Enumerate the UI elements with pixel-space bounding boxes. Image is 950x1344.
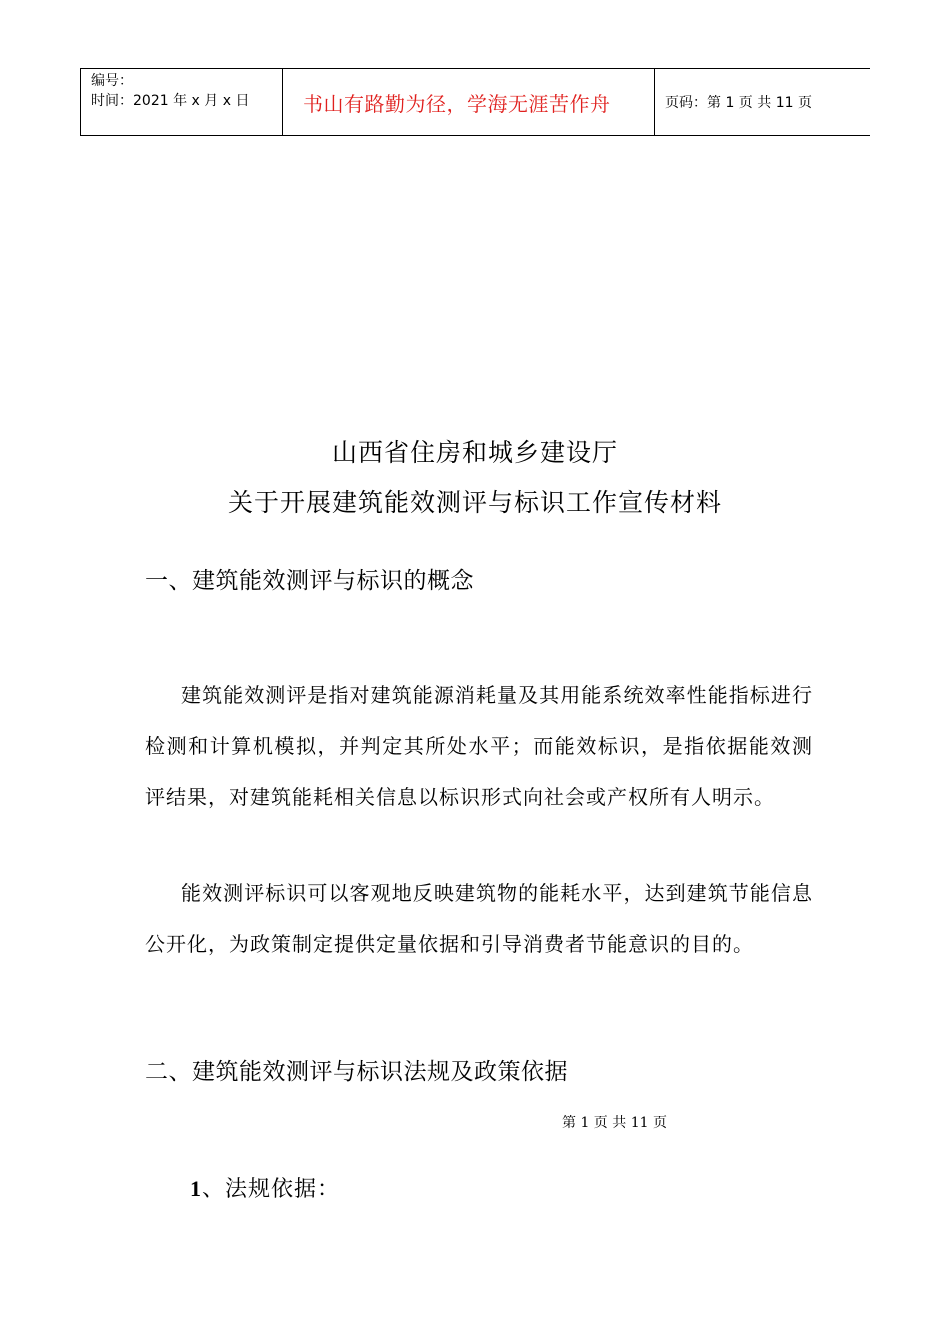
serial-number-label: 编号：	[91, 73, 133, 89]
body-paragraph-1: 建筑能效测评是指对建筑能源消耗量及其用能系统效率性能指标进行检测和计算机模拟，并判定其所处水平；而能效标识，是指依据能效测评结果，对建筑能耗相关信息以标识形式向社会或产权所有人明示。	[145, 683, 813, 809]
subsection-number: 1	[190, 1176, 202, 1201]
header-meta-cell	[81, 69, 283, 135]
footer-page-number: 第 1 页 共 11 页	[562, 1115, 667, 1131]
section-heading-2: 二、建筑能效测评与标识法规及政策依据	[145, 1059, 568, 1085]
motto-text: 书山有路勤为径，学海无涯苦作舟	[303, 91, 611, 116]
document-header-table	[80, 68, 870, 136]
subsection-label: 、法规依据：	[202, 1177, 341, 1202]
document-title-line-2: 关于开展建筑能效测评与标识工作宣传材料	[227, 488, 722, 517]
document-title-line-1: 山西省住房和城乡建设厅	[331, 438, 618, 467]
section-heading-1: 一、建筑能效测评与标识的概念	[145, 568, 474, 594]
body-paragraph-2: 能效测评标识可以客观地反映建筑物的能耗水平，达到建筑节能信息公开化，为政策制定提供定量依据和引导消费者节能意识的目的。	[145, 881, 813, 956]
header-page-info: 页码：第 1 页 共 11 页	[665, 95, 812, 111]
header-motto-cell	[283, 69, 655, 135]
header-page-cell	[655, 69, 870, 135]
date-label: 时间：2021 年 x 月 x 日	[91, 93, 250, 109]
subsection-heading	[190, 1172, 340, 1203]
